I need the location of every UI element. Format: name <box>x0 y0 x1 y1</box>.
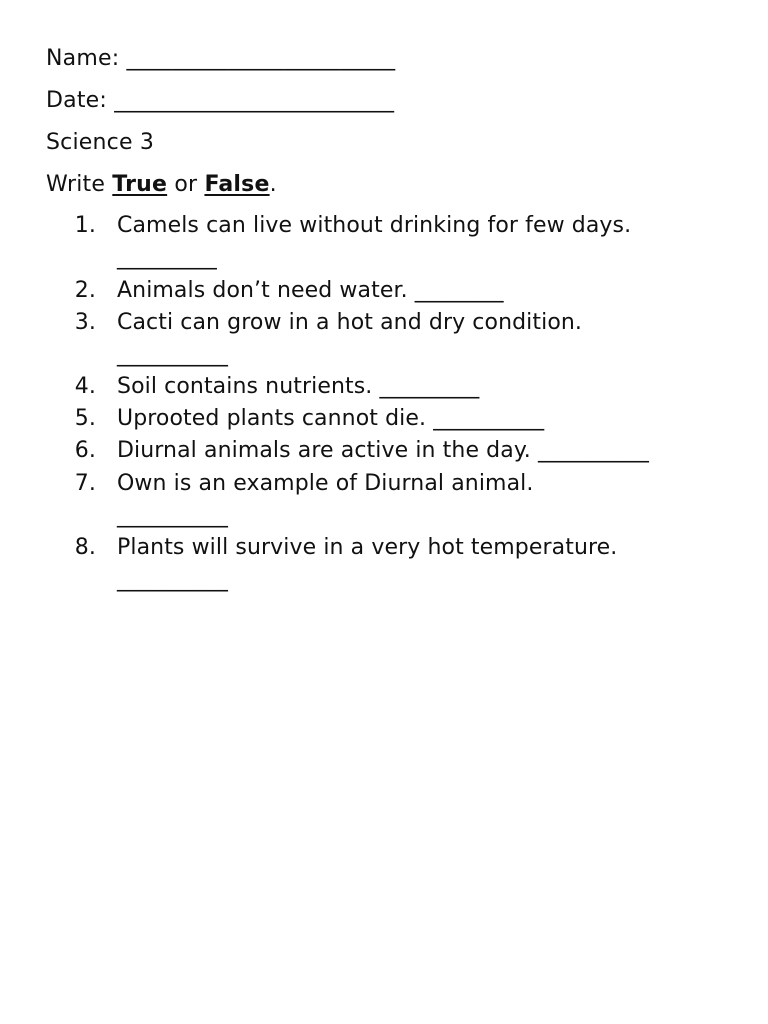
question-text: Camels can live without drinking for few days. <box>117 213 632 238</box>
question-text: Diurnal animals are active in the day. __________ <box>117 438 649 463</box>
question-text: Soil contains nutrients. _________ <box>117 374 480 399</box>
answer-blank[interactable]: __________ <box>117 567 228 592</box>
question-number: 6. <box>74 438 96 463</box>
instruction-false: False <box>204 172 270 197</box>
subject-title: Science 3 <box>46 130 155 155</box>
date-row <box>46 88 394 114</box>
question-text: Own is an example of Diurnal animal. <box>117 471 534 496</box>
name-row <box>46 46 395 72</box>
instruction-suffix: . <box>269 172 277 197</box>
instruction-or: or <box>174 172 198 197</box>
instruction-true: True <box>112 172 168 197</box>
name-blank[interactable]: ________________________ <box>126 46 396 71</box>
question-text: Plants will survive in a very hot temperature. <box>117 535 618 560</box>
question-text: Cacti can grow in a hot and dry condition. <box>117 310 583 335</box>
question-number: 4. <box>74 374 96 399</box>
instruction-prefix: Write <box>46 172 106 197</box>
date-blank[interactable]: _________________________ <box>114 88 395 113</box>
question-number: 3. <box>74 310 96 335</box>
question-number: 1. <box>74 213 96 238</box>
answer-blank[interactable]: _________ <box>117 245 217 270</box>
question-number: 5. <box>74 406 96 431</box>
answer-blank[interactable]: __________ <box>117 503 228 528</box>
question-text: Uprooted plants cannot die. __________ <box>117 406 545 431</box>
question-number: 8. <box>74 535 96 560</box>
question-text: Animals don’t need water. ________ <box>117 278 504 303</box>
answer-blank[interactable]: __________ <box>117 342 228 367</box>
question-number: 7. <box>74 471 96 496</box>
name-label: Name: <box>46 46 120 71</box>
instruction <box>46 172 277 198</box>
question-number: 2. <box>74 278 96 303</box>
date-label: Date: <box>46 88 107 113</box>
